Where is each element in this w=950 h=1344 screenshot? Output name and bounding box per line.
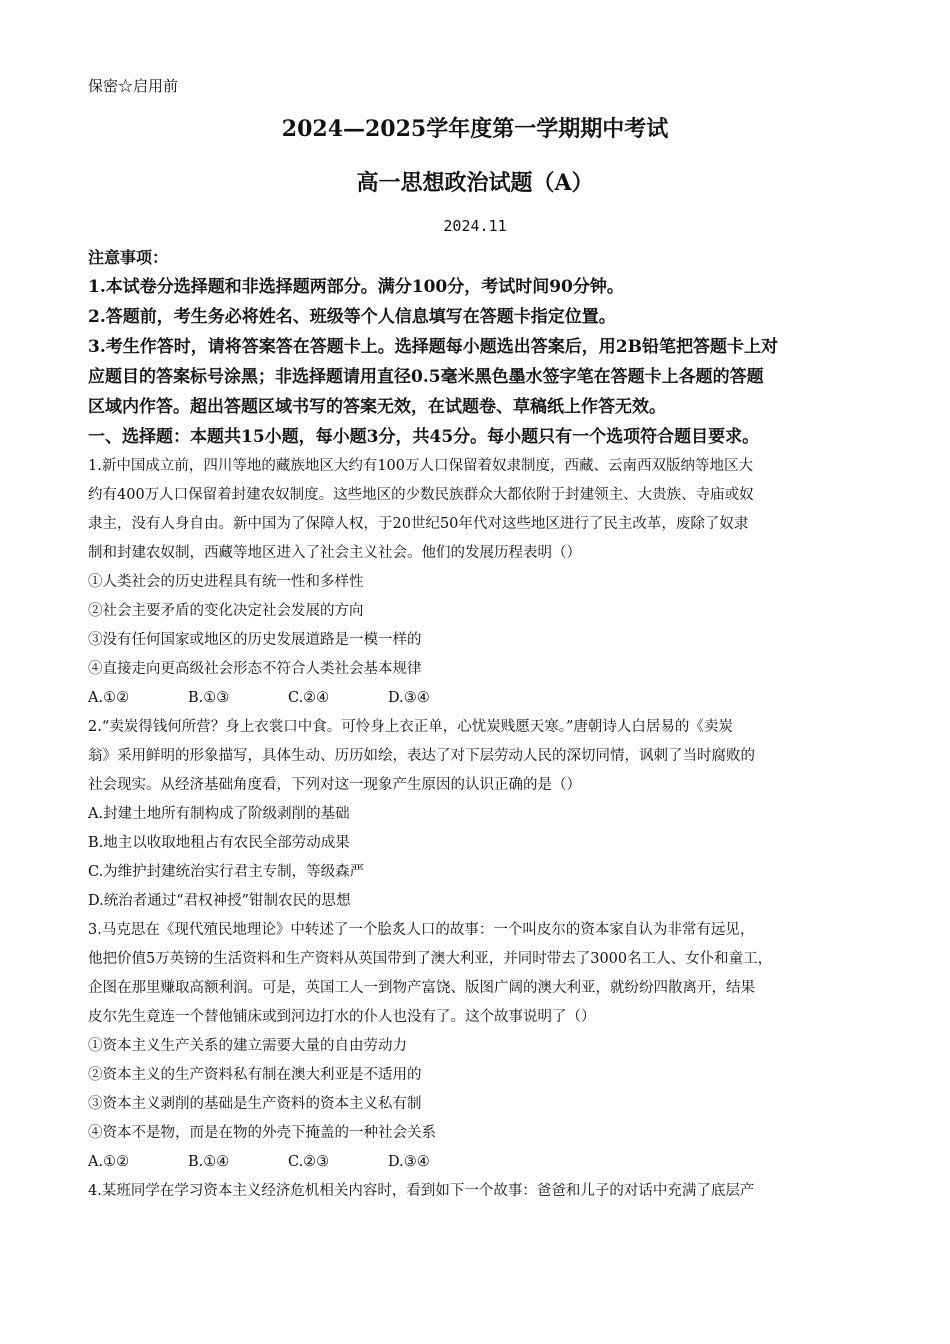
exam-body	[88, 244, 868, 1206]
question-text-line: 约有400万人口保留着封建农奴制度。这些地区的少数民族群众大都依附于封建领主、大贵族、寺庙或奴	[88, 487, 754, 503]
question-text-line: 他把价值5万英镑的生活资料和生产资料从英国带到了澳大利亚，并同时带去了3000名工人、女仆和童工，	[88, 951, 773, 967]
option-d: D.③④	[388, 1154, 430, 1170]
statement-1: ①人类社会的历史进程具有统一性和多样性	[88, 574, 364, 590]
exam-date: 2024.11	[443, 217, 507, 235]
option-a: A.①②	[88, 690, 130, 706]
notice-item-2: 2.答题前，考生务必将姓名、班级等个人信息填写在答题卡指定位置。	[88, 307, 616, 327]
notice-section	[88, 244, 868, 422]
exam-title: 2024—2025学年度第一学期期中考试	[281, 116, 669, 142]
exam-subtitle: 高一思想政治试题（A）	[356, 170, 594, 196]
question-text-line: 社会现实。从经济基础角度看，下列对这一现象产生原因的认识正确的是（）	[88, 777, 581, 793]
question-4	[88, 1177, 868, 1206]
question-text-line: 隶主，没有人身自由。新中国为了保障人权，于20世纪50年代对这些地区进行了民主改革，废除了奴隶	[88, 516, 749, 532]
option-b: B.地主以收取地租占有农民全部劳动成果	[88, 835, 350, 851]
question-text-line: 皮尔先生竟连一个替他铺床或到河边打水的仆人也没有了。这个故事说明了（）	[88, 1009, 596, 1025]
option-a: A.封建土地所有制构成了阶级剥削的基础	[88, 806, 350, 822]
question-text-line: 4.某班同学在学习资本主义经济危机相关内容时，看到如下一个故事：爸爸和儿子的对话中充满了底层产	[88, 1183, 755, 1199]
option-c: C.为维护封建统治实行君主专制，等级森严	[88, 864, 365, 880]
statement-1: ①资本主义生产关系的建立需要大量的自由劳动力	[88, 1038, 407, 1054]
section-heading: 一、选择题：本题共15小题，每小题3分，共45分。每小题只有一个选项符合题目要求。	[88, 427, 760, 447]
question-text-line: 2.“卖炭得钱何所营？身上衣裳口中食。可怜身上衣正单，心忧炭贱愿天寒。”唐朝诗人白居易的《卖炭	[88, 719, 733, 735]
statement-3: ③资本主义剥削的基础是生产资料的资本主义私有制	[88, 1096, 422, 1112]
notice-item-3-line-1: 3.考生作答时，请将答案答在答题卡上。选择题每小题选出答案后，用2B铅笔把答题卡上对	[88, 337, 778, 357]
notice-item-3-line-2: 应题目的答案标号涂黑；非选择题请用直径0.5毫米黑色墨水签字笔在答题卡上各题的答题	[88, 367, 764, 387]
answer-options	[88, 684, 868, 713]
question-2	[88, 713, 868, 916]
option-c: C.②③	[288, 1154, 330, 1170]
option-a: A.①②	[88, 1154, 130, 1170]
option-d: D.③④	[388, 690, 430, 706]
option-d: D.统治者通过“君权神授”钳制农民的思想	[88, 893, 351, 909]
question-3	[88, 916, 868, 1177]
question-1	[88, 452, 868, 713]
option-b: B.①④	[188, 1154, 230, 1170]
notice-heading: 注意事项：	[88, 248, 169, 267]
answer-options	[88, 1148, 868, 1177]
question-text-line: 3.马克思在《现代殖民地理论》中转述了一个脍炙人口的故事：一个叫皮尔的资本家自认为非常有远见，	[88, 922, 755, 938]
statement-4: ④资本不是物，而是在物的外壳下掩盖的一种社会关系	[88, 1125, 436, 1141]
question-text-line: 制和封建农奴制，西藏等地区进入了社会主义社会。他们的发展历程表明（）	[88, 545, 581, 561]
statement-2: ②社会主要矛盾的变化决定社会发展的方向	[88, 603, 364, 619]
statement-2: ②资本主义的生产资料私有制在澳大利亚是不适用的	[88, 1067, 422, 1083]
statement-3: ③没有任何国家或地区的历史发展道路是一模一样的	[88, 632, 422, 648]
confidential-label: 保密☆启用前	[88, 77, 179, 95]
question-text-line: 翁》采用鲜明的形象描写，具体生动、历历如绘，表达了对下层劳动人民的深切同情，讽刺了当时腐败的	[88, 748, 755, 764]
notice-item-3-line-3: 区域内作答。超出答题区域书写的答案无效，在试题卷、草稿纸上作答无效。	[88, 397, 666, 417]
option-b: B.①③	[188, 690, 230, 706]
question-text-line: 企图在那里赚取高额利润。可是，英国工人一到物产富饶、版图广阔的澳大利亚，就纷纷四散离开，结果	[88, 980, 755, 996]
notice-item-1: 1.本试卷分选择题和非选择题两部分。满分100分，考试时间90分钟。	[88, 277, 624, 297]
option-c: C.②④	[288, 690, 330, 706]
statement-4: ④直接走向更高级社会形态不符合人类社会基本规律	[88, 661, 422, 677]
question-text-line: 1.新中国成立前，四川等地的藏族地区大约有100万人口保留着奴隶制度，西藏、云南西双版纳等地区大	[88, 458, 754, 474]
